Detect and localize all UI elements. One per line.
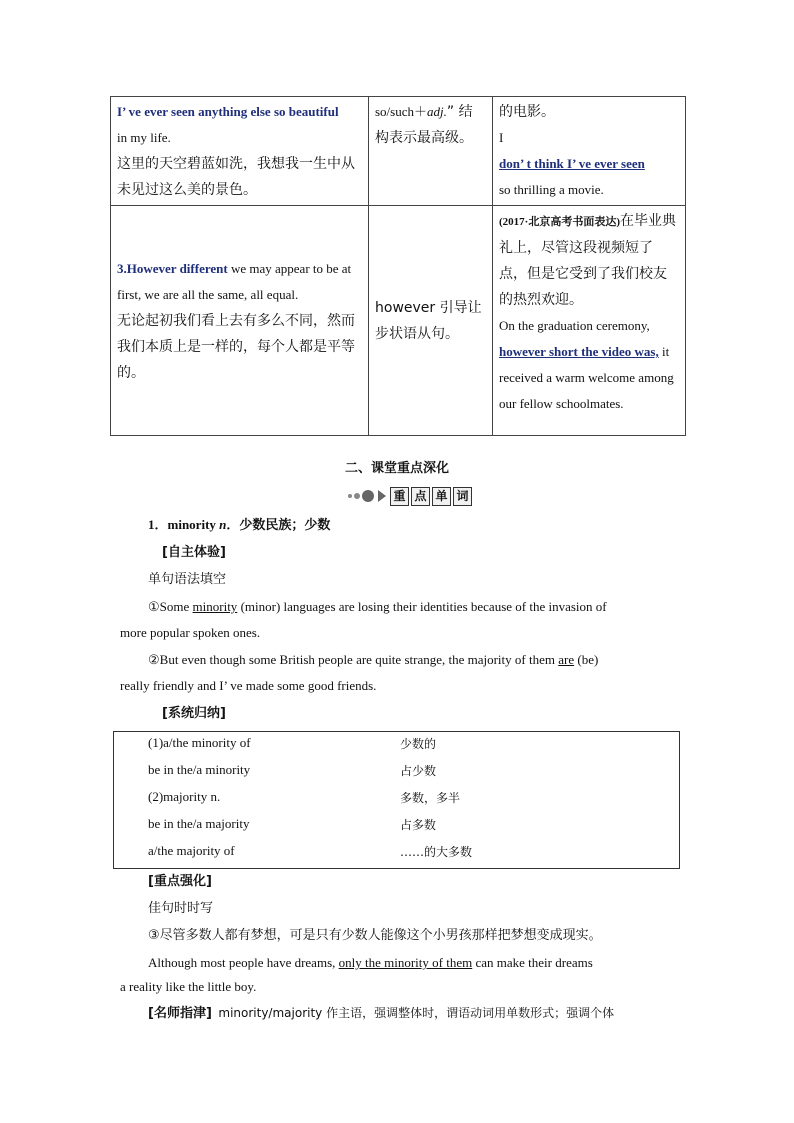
fill-label: 单句语法填空	[148, 572, 227, 587]
practice-answer: however short the video was,	[499, 344, 659, 359]
practice-cn: 在毕业典礼上，尽管这段视频短了点，但是它受到了我们校友的热烈欢迎。	[499, 213, 676, 308]
example-text: we may appear to be at first, we are all the same, all equal.	[117, 260, 352, 302]
practice-cell	[493, 206, 686, 436]
banner-char: 点	[411, 487, 430, 506]
example-cell	[111, 206, 369, 436]
table-row	[111, 206, 686, 436]
summary-meaning: 占多数	[400, 818, 437, 832]
item-heading	[148, 515, 330, 536]
banner-char: 重	[390, 487, 409, 506]
q3-text: can make their dreams	[472, 955, 593, 970]
question-3	[148, 953, 593, 973]
sentence-label: 佳句时时写	[148, 901, 214, 916]
section-title: 二、课堂重点深化	[344, 461, 449, 476]
banner-char: 单	[432, 487, 451, 506]
tip-label: [名师指津]	[148, 1006, 212, 1021]
item-pos: n	[215, 517, 227, 532]
structure-text: so/such＋	[375, 104, 428, 119]
self-experience-label: [自主体验]	[162, 545, 226, 560]
practice-cn: 的电影。	[499, 104, 555, 120]
practice-rest: so thrilling a movie.	[499, 182, 604, 197]
summary-phrase: a/the majority of	[148, 843, 235, 858]
reinforce-label: [重点强化]	[148, 874, 212, 889]
structure-cn: ” 结构表示最高级。	[375, 104, 473, 146]
q1-text: ①Some	[148, 599, 193, 614]
practice-text: On the graduation ceremony,	[499, 318, 650, 333]
question-2	[148, 650, 598, 670]
key-words-banner	[348, 485, 474, 507]
item-meaning: ．少数民族；少数	[226, 518, 331, 533]
example-text: in my life.	[117, 130, 171, 145]
example-cell	[111, 97, 369, 206]
summary-meaning: ……的大多数	[400, 845, 473, 859]
item-number: 1．	[148, 517, 168, 532]
q3-text: Although most people have dreams,	[148, 955, 339, 970]
question-3-cn: ③尽管多数人都有梦想，可是只有少数人能像这个小男孩那样把梦想变成现实。	[148, 928, 602, 943]
example-highlight: 3.However different	[117, 260, 228, 276]
practice-cell	[493, 97, 686, 206]
table-row	[111, 97, 686, 206]
structure-text: however 引导让步状语从句。	[375, 299, 482, 342]
q2-answer: are	[558, 652, 575, 667]
question-1-cont: more popular spoken ones.	[120, 625, 261, 640]
summary-phrase: be in the/a majority	[148, 816, 250, 831]
question-3-cont: a reality like the little boy.	[120, 979, 257, 994]
dots-icon	[348, 490, 386, 502]
q1-answer: minority	[192, 599, 238, 614]
question-1	[148, 597, 607, 617]
q3-answer: only the minority of them	[338, 955, 473, 970]
practice-source: (2017·北京高考书面表达)	[499, 216, 620, 228]
summary-phrase: (1)a/the minority of	[148, 735, 251, 750]
structure-adj: adj.	[427, 104, 447, 119]
summary-label: [系统归纳]	[162, 706, 226, 721]
question-2-cont: really friendly and I’ ve made some good friends.	[120, 678, 377, 693]
q1-text: (minor) languages are losing their identities because of the invasion of	[237, 599, 607, 614]
example-highlight: I’ ve ever seen anything else so beautiful	[117, 104, 339, 119]
structure-cell	[369, 97, 493, 206]
summary-box	[113, 731, 680, 869]
practice-answer: don’ t think I’ ve ever seen	[499, 156, 645, 171]
grammar-table	[110, 96, 686, 436]
practice-rest: it received a warm welcome among our fellow schoolmates.	[499, 344, 674, 411]
teacher-tip	[148, 1003, 614, 1024]
banner-char: 词	[453, 487, 472, 506]
practice-text: I	[499, 130, 504, 145]
example-cn: 无论起初我们看上去有多么不同，然而我们本质上是一样的，每个人都是平等的。	[117, 312, 355, 381]
tip-text: minority/majority 作主语，强调整体时，谓语动词用单数形式；强调个体	[218, 1006, 615, 1020]
summary-meaning: 少数的	[400, 737, 437, 751]
summary-phrase: be in the/a minority	[148, 762, 251, 777]
summary-meaning: 多数，多半	[400, 791, 461, 805]
structure-cell	[369, 206, 493, 436]
example-cn: 这里的天空碧蓝如洗，我想我一生中从未见过这么美的景色。	[117, 156, 355, 198]
q2-text: (be)	[574, 652, 599, 667]
summary-meaning: 占少数	[400, 764, 437, 778]
q2-text: ②But even though some British people are quite strange, the majority of them	[148, 652, 559, 667]
summary-phrase: (2)majority n.	[148, 789, 221, 804]
item-word: minority	[167, 517, 216, 532]
